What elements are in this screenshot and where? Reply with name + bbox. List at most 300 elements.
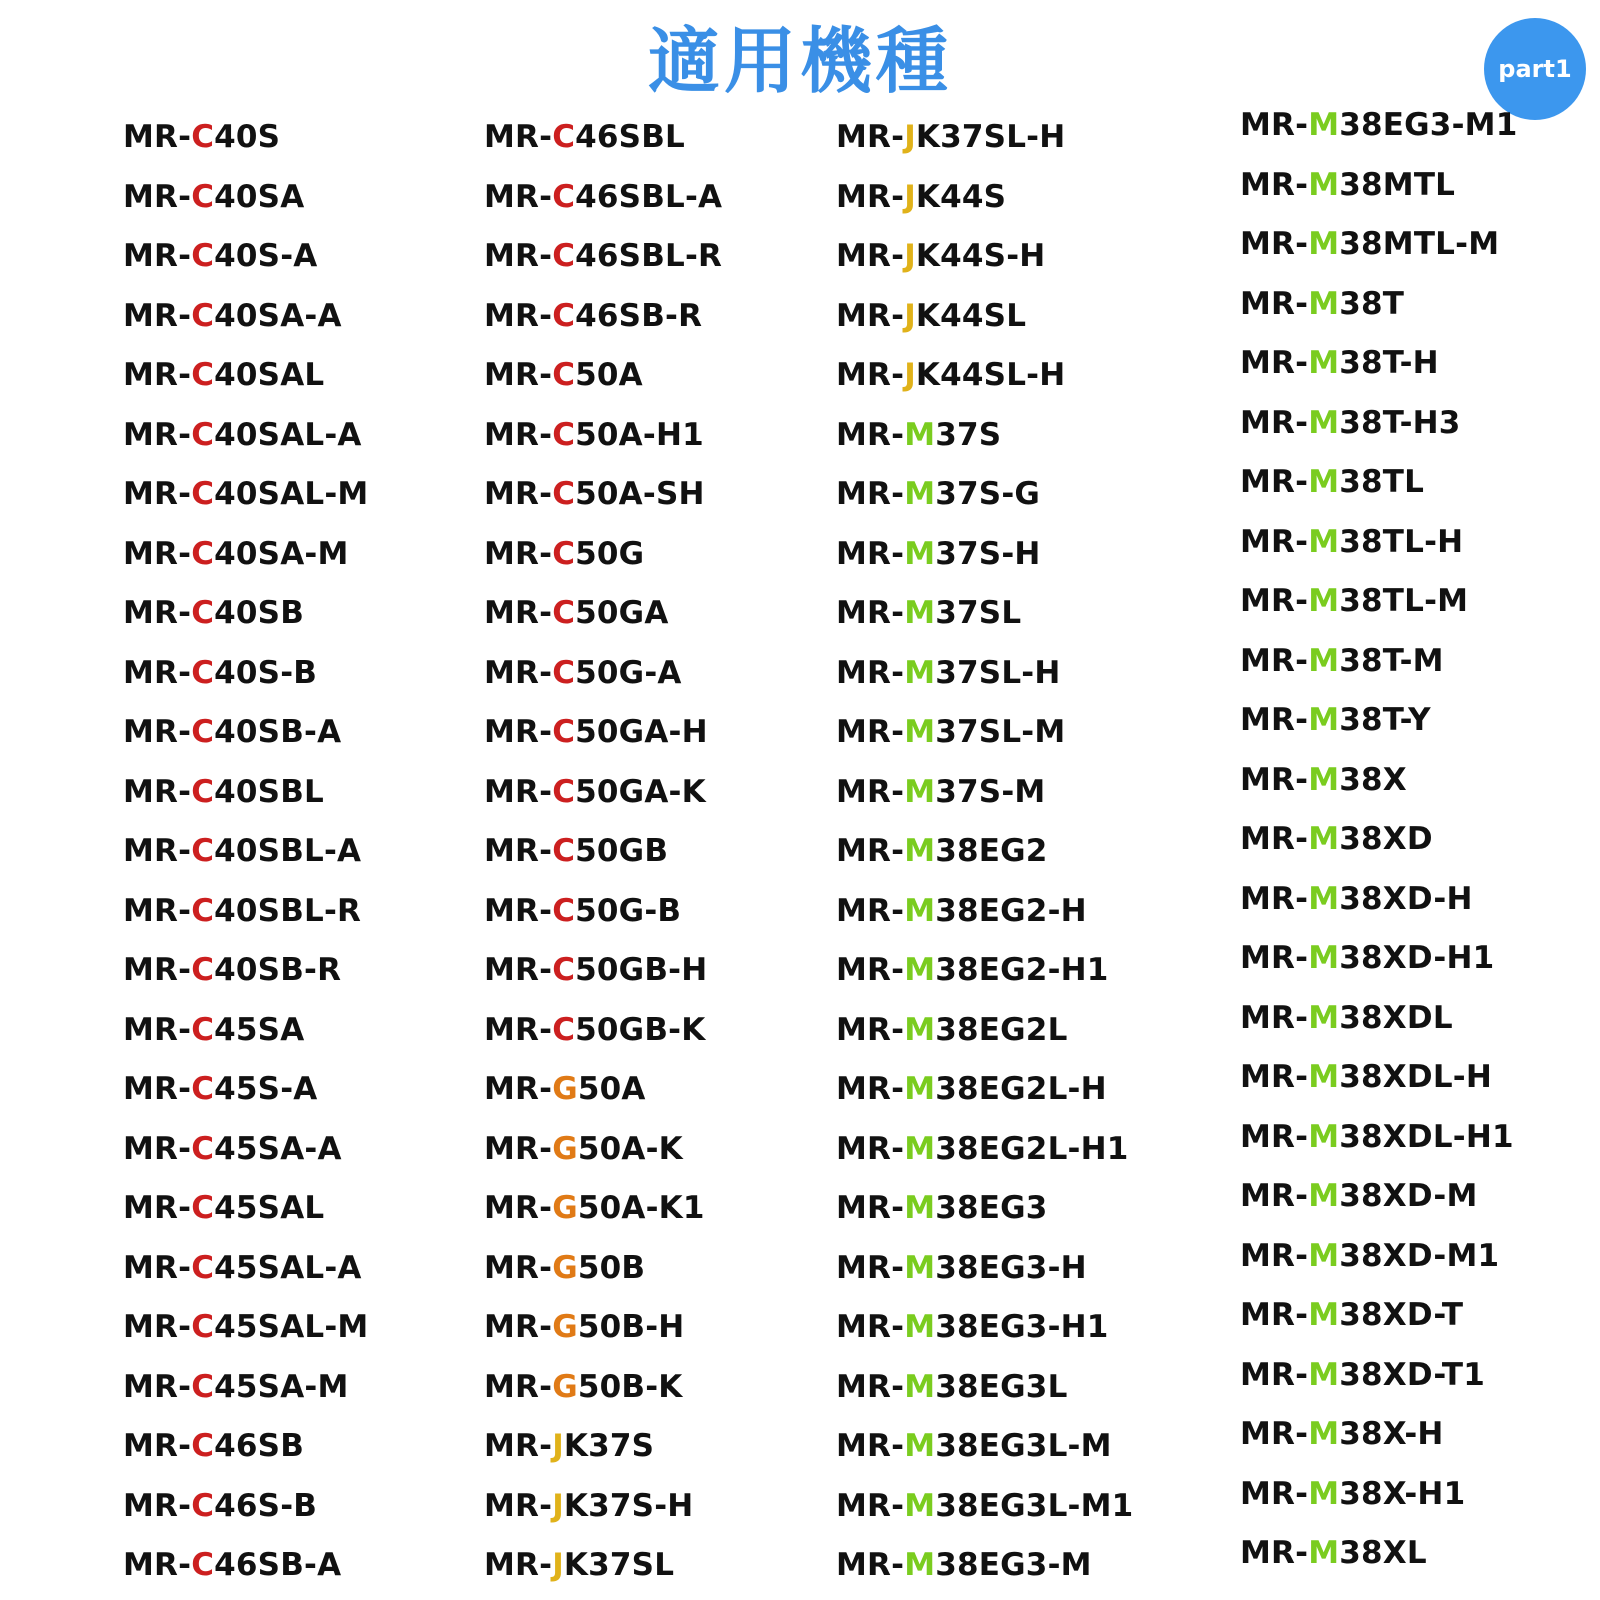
model-prefix: MR- [836,1130,905,1167]
model-series-letter: M [904,833,936,869]
model-suffix: 38EG3L [935,1368,1068,1405]
model-item [1240,870,1517,930]
model-item [836,1358,1133,1418]
model-suffix: 45SAL-M [214,1309,369,1345]
model-item [123,1179,368,1239]
model-suffix: 38EG2 [935,833,1048,869]
model-prefix: MR- [1240,1475,1309,1512]
model-item [123,644,368,704]
model-suffix: 50G-A [575,654,682,691]
model-series-letter: G [552,1309,578,1345]
model-series-letter: J [552,1547,564,1583]
model-prefix: MR- [484,357,553,393]
model-suffix: 38EG2L-H [935,1071,1107,1107]
model-item [1240,572,1517,632]
model-suffix: 45SAL [214,1190,325,1226]
model-column-4 [1240,96,1517,1584]
model-series-letter: M [1308,999,1340,1036]
model-series-letter: G [552,1190,578,1226]
model-item [1240,275,1517,335]
model-suffix: 40SAL-M [214,476,369,512]
model-suffix: 38T-H [1339,345,1439,381]
model-prefix: MR- [484,1547,553,1583]
model-series-letter: M [904,1190,936,1226]
model-suffix: 40SBL-A [214,833,362,869]
model-suffix: K37SL-H [915,119,1066,155]
model-prefix: MR- [836,654,905,691]
model-prefix: MR- [484,1428,553,1464]
model-series-letter: M [1308,404,1340,441]
model-series-letter: C [191,238,215,274]
model-prefix: MR- [836,1547,905,1583]
model-series-letter: M [1308,1178,1340,1214]
model-prefix: MR- [123,1071,192,1107]
model-suffix: 38EG3-H [935,1249,1087,1286]
model-item [123,1120,368,1180]
model-series-letter: J [904,119,916,155]
model-item [1240,96,1517,156]
model-item [836,882,1133,942]
model-prefix: MR- [1240,1297,1309,1333]
model-prefix: MR- [1240,404,1309,441]
model-series-letter: M [1308,1416,1340,1452]
model-prefix: MR- [1240,226,1309,262]
model-item [836,287,1133,347]
model-prefix: MR- [123,1428,192,1464]
model-prefix: MR- [836,892,905,929]
model-item [484,287,722,347]
model-series-letter: C [552,892,576,929]
model-series-letter: J [552,1487,564,1524]
model-prefix: MR- [836,1368,905,1405]
model-suffix: 50G [575,535,645,572]
model-prefix: MR- [484,952,553,988]
model-suffix: 38XD-H1 [1339,940,1495,976]
model-suffix: 50B [577,1249,646,1286]
model-item [123,346,368,406]
model-series-letter: M [1308,1356,1340,1393]
model-prefix: MR- [836,833,905,869]
model-suffix: 50B-K [577,1368,683,1405]
model-item [484,1060,722,1120]
model-prefix: MR- [836,416,905,453]
model-suffix: K37SL [563,1547,675,1583]
model-prefix: MR- [1240,1118,1309,1155]
model-prefix: MR- [484,1011,553,1048]
model-suffix: 50B-H [577,1309,685,1345]
model-prefix: MR- [123,833,192,869]
model-series-letter: C [552,535,576,572]
model-prefix: MR- [484,1249,553,1286]
model-suffix: 38T-Y [1339,702,1431,738]
model-series-letter: C [191,1011,215,1048]
model-series-letter: M [1308,702,1340,738]
model-item [836,346,1133,406]
model-prefix: MR- [123,357,192,393]
model-item [836,1536,1133,1596]
model-prefix: MR- [123,297,192,334]
model-item [1240,513,1517,573]
model-item [836,406,1133,466]
model-suffix: 46SB-R [575,297,703,334]
model-item [123,465,368,525]
model-suffix: 46SBL [575,119,685,155]
model-item [123,287,368,347]
model-series-letter: M [1308,821,1340,857]
model-suffix: 50A [577,1071,646,1107]
model-item [836,822,1133,882]
model-series-letter: M [1308,1297,1340,1333]
model-series-letter: J [904,357,916,393]
model-series-letter: J [904,297,916,334]
model-suffix: K37S [563,1428,655,1464]
model-item [836,1120,1133,1180]
model-item [1240,1346,1517,1406]
model-suffix: 38EG2L-H1 [935,1130,1129,1167]
model-series-letter: C [552,297,576,334]
model-prefix: MR- [484,833,553,869]
model-series-letter: M [904,892,936,929]
model-suffix: 50A-K [577,1130,683,1167]
model-suffix: 40SBL-R [214,892,362,929]
model-series-letter: M [904,416,936,453]
model-prefix: MR- [836,595,905,631]
model-series-letter: M [1308,166,1340,203]
model-series-letter: C [191,833,215,869]
model-prefix: MR- [123,952,192,988]
model-prefix: MR- [836,476,905,512]
model-suffix: 37SL [935,595,1022,631]
model-item [484,822,722,882]
model-item [836,644,1133,704]
model-prefix: MR- [484,714,553,750]
model-suffix: 38EG3L-M1 [935,1487,1134,1524]
model-item [1240,215,1517,275]
model-series-letter: M [904,773,936,810]
model-series-letter: M [1308,1475,1340,1512]
model-series-letter: M [904,476,936,512]
model-suffix: 45SA-A [214,1130,342,1167]
model-series-letter: M [1308,107,1340,143]
model-series-letter: M [1308,583,1340,619]
model-prefix: MR- [1240,166,1309,203]
model-prefix: MR- [123,1309,192,1345]
model-item [484,465,722,525]
model-prefix: MR- [1240,999,1309,1036]
model-suffix: 50GB-K [575,1011,706,1048]
model-prefix: MR- [836,1071,905,1107]
model-item [1240,691,1517,751]
model-suffix: 45SA [214,1011,305,1048]
model-series-letter: C [191,1249,215,1286]
model-suffix: K44SL-H [915,357,1066,393]
model-prefix: MR- [123,1190,192,1226]
model-series-letter: C [552,654,576,691]
model-series-letter: M [1308,285,1340,322]
model-prefix: MR- [836,297,905,334]
model-prefix: MR- [1240,464,1309,500]
model-prefix: MR- [123,654,192,691]
model-item [123,1239,368,1299]
model-item [1240,1465,1517,1525]
model-prefix: MR- [484,1071,553,1107]
model-item [1240,156,1517,216]
model-suffix: 38XD-M [1339,1178,1478,1214]
model-series-letter: C [552,238,576,274]
model-suffix: 38X-H [1339,1416,1444,1452]
model-suffix: 50GB-H [575,952,708,988]
model-item [123,1001,368,1061]
model-column-2 [484,108,722,1596]
model-item [1240,929,1517,989]
model-prefix: MR- [836,1190,905,1226]
model-item [123,822,368,882]
model-suffix: 46S-B [214,1487,318,1524]
model-item [1240,1048,1517,1108]
model-item [484,584,722,644]
model-suffix: 37SL-H [935,654,1061,691]
model-suffix: 50A-H1 [575,416,704,453]
model-series-letter: M [1308,523,1340,560]
model-suffix: 40SAL [214,357,325,393]
model-series-letter: M [1308,880,1340,917]
model-suffix: 50G-B [575,892,682,929]
model-prefix: MR- [1240,1356,1309,1393]
model-prefix: MR- [484,238,553,274]
model-suffix: 40SA-M [214,535,349,572]
model-prefix: MR- [123,595,192,631]
model-suffix: 38EG2L [935,1011,1068,1048]
model-item [123,406,368,466]
model-series-letter: J [552,1428,564,1464]
model-suffix: 38X [1339,761,1407,798]
model-suffix: 45SA-M [214,1368,349,1405]
model-item [836,227,1133,287]
model-prefix: MR- [1240,1178,1309,1214]
model-suffix: 40SBL [214,773,324,810]
model-series-letter: M [904,1309,936,1345]
model-item [1240,453,1517,513]
model-item [836,168,1133,228]
model-prefix: MR- [1240,583,1309,619]
model-item [484,1239,722,1299]
model-series-letter: C [552,952,576,988]
model-suffix: 40SA [214,178,305,215]
model-prefix: MR- [123,714,192,750]
model-prefix: MR- [1240,702,1309,738]
model-item [123,1358,368,1418]
model-item [123,525,368,585]
model-item [123,1298,368,1358]
model-suffix: 38MTL [1339,166,1456,203]
model-suffix: 50A-SH [575,476,705,512]
model-item [484,1298,722,1358]
model-item [123,941,368,1001]
model-suffix: 40S-B [214,654,318,691]
model-item [123,882,368,942]
model-series-letter: G [552,1368,578,1405]
model-item [836,1179,1133,1239]
model-series-letter: C [191,1547,215,1583]
model-series-letter: M [904,1487,936,1524]
model-item [1240,394,1517,454]
model-suffix: K44S [915,178,1007,215]
model-suffix: 38XD [1339,821,1433,857]
model-series-letter: C [191,773,215,810]
model-item [484,1417,722,1477]
model-series-letter: C [191,1368,215,1405]
model-item [484,227,722,287]
model-series-letter: C [191,1428,215,1464]
model-prefix: MR- [484,595,553,631]
model-item [123,227,368,287]
model-column-3 [836,108,1133,1596]
model-prefix: MR- [123,416,192,453]
model-series-letter: C [191,892,215,929]
model-series-letter: M [1308,1059,1340,1095]
model-item [836,108,1133,168]
model-suffix: 37S-M [935,773,1046,810]
model-series-letter: M [904,535,936,572]
model-series-letter: C [191,1130,215,1167]
model-series-letter: M [1308,1237,1340,1274]
model-prefix: MR- [836,1011,905,1048]
model-item [836,1001,1133,1061]
model-series-letter: C [191,178,215,215]
model-series-letter: M [1308,1535,1340,1571]
model-item [836,763,1133,823]
model-item [484,525,722,585]
model-series-letter: C [191,476,215,512]
model-series-letter: M [1308,464,1340,500]
model-series-letter: J [904,238,916,274]
model-series-letter: C [552,714,576,750]
model-series-letter: J [904,178,916,215]
model-prefix: MR- [123,238,192,274]
model-suffix: 50GA [575,595,669,631]
model-prefix: MR- [836,238,905,274]
model-suffix: K44SL [915,297,1027,334]
model-prefix: MR- [836,1487,905,1524]
model-item [836,941,1133,1001]
model-prefix: MR- [484,178,553,215]
model-prefix: MR- [484,1130,553,1167]
model-series-letter: C [191,1309,215,1345]
model-item [123,763,368,823]
model-prefix: MR- [1240,107,1309,143]
model-series-letter: C [191,654,215,691]
model-suffix: 37S-H [935,535,1041,572]
model-item [484,882,722,942]
model-item [484,1536,722,1596]
model-prefix: MR- [836,714,905,750]
model-suffix: 40SA-A [214,297,342,334]
model-series-letter: M [1308,226,1340,262]
model-suffix: 38EG3-M1 [1339,107,1518,143]
model-prefix: MR- [1240,345,1309,381]
model-prefix: MR- [123,1547,192,1583]
model-suffix: 38XD-H [1339,880,1473,917]
model-column-1 [123,108,368,1596]
model-item [1240,1227,1517,1287]
model-item [1240,989,1517,1049]
model-series-letter: C [552,119,576,155]
model-prefix: MR- [836,178,905,215]
model-suffix: 50GA-H [575,714,708,750]
model-suffix: 50A-K1 [577,1190,705,1226]
model-item [123,1536,368,1596]
model-series-letter: M [904,1249,936,1286]
model-suffix: 38EG3 [935,1190,1048,1226]
model-item [1240,1286,1517,1346]
model-item [836,1477,1133,1537]
model-series-letter: C [191,952,215,988]
model-item [836,525,1133,585]
model-prefix: MR- [484,654,553,691]
model-suffix: 38XD-T [1339,1297,1464,1333]
model-item [484,168,722,228]
model-suffix: 38XD-T1 [1339,1356,1486,1393]
model-series-letter: C [191,1487,215,1524]
model-item [123,168,368,228]
model-suffix: 38XDL-H [1339,1059,1492,1095]
model-prefix: MR- [836,357,905,393]
model-prefix: MR- [1240,761,1309,798]
model-suffix: 38EG2-H1 [935,952,1109,988]
model-prefix: MR- [484,1368,553,1405]
model-suffix: 38EG3-M [935,1547,1092,1583]
model-item [484,108,722,168]
model-prefix: MR- [123,119,192,155]
model-item [836,584,1133,644]
model-prefix: MR- [1240,821,1309,857]
model-prefix: MR- [836,535,905,572]
model-prefix: MR- [123,1130,192,1167]
model-suffix: 50A [575,357,643,393]
model-series-letter: G [552,1130,578,1167]
model-suffix: 38XDL [1339,999,1453,1036]
model-item [484,763,722,823]
model-suffix: 45SAL-A [214,1249,362,1286]
model-series-letter: M [1308,1118,1340,1155]
model-item [1240,751,1517,811]
model-prefix: MR- [836,773,905,810]
model-prefix: MR- [1240,880,1309,917]
model-series-letter: C [191,1190,215,1226]
model-prefix: MR- [836,119,905,155]
model-series-letter: C [191,714,215,750]
model-prefix: MR- [836,1249,905,1286]
model-suffix: 40SB-R [214,952,342,988]
model-series-letter: M [1308,761,1340,798]
model-suffix: 38TL-M [1339,583,1469,619]
model-prefix: MR- [1240,1416,1309,1452]
model-series-letter: M [904,714,936,750]
model-series-letter: M [904,952,936,988]
model-suffix: 38XL [1339,1535,1427,1571]
model-item [1240,1524,1517,1584]
model-series-letter: M [1308,345,1340,381]
model-prefix: MR- [1240,642,1309,679]
model-suffix: 38XD-M1 [1339,1237,1500,1274]
model-prefix: MR- [836,1309,905,1345]
model-prefix: MR- [1240,523,1309,560]
model-prefix: MR- [484,892,553,929]
model-series-letter: C [191,119,215,155]
model-prefix: MR- [123,476,192,512]
model-suffix: 38T-H3 [1339,404,1461,441]
model-series-letter: M [904,1547,936,1583]
